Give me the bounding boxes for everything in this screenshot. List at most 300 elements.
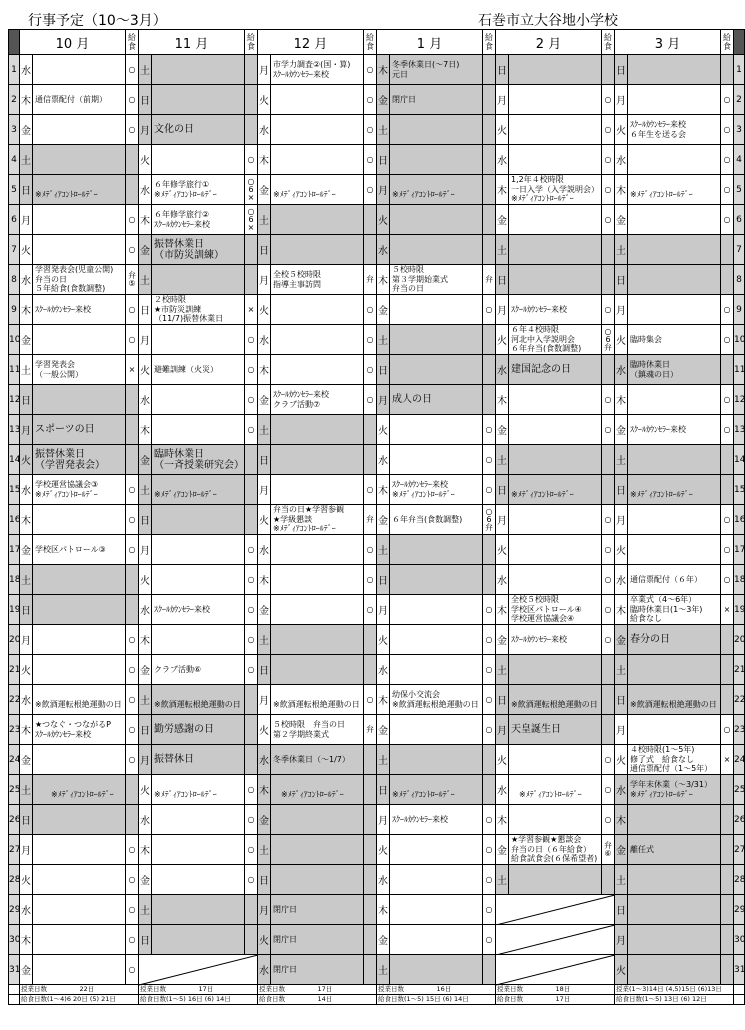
day-row (9, 355, 745, 385)
event-cell (509, 775, 602, 805)
day-row (9, 445, 745, 475)
event-cell (509, 205, 602, 235)
weekday: 木 (258, 145, 271, 175)
weekday: 月 (615, 295, 628, 325)
event-cell (33, 445, 126, 475)
event-cell (390, 265, 483, 295)
lunch-mark (483, 565, 496, 595)
event-cell (33, 115, 126, 145)
lunch-mark (126, 805, 139, 835)
event-cell (33, 655, 126, 685)
lunch-mark: ○ (721, 535, 734, 565)
weekday: 土 (139, 685, 152, 715)
lunch-mark: ○ (126, 55, 139, 85)
event-text: ｽｸｰﾙｶｳﾝｾﾗｰ来校 (511, 634, 567, 644)
event-cell (628, 685, 721, 715)
lunch-mark (721, 235, 734, 265)
event-cell (509, 745, 602, 775)
lunch-mark: ○ (602, 85, 615, 115)
lunch-mark (364, 625, 377, 655)
weekday: 金 (139, 655, 152, 685)
lunch-mark (364, 805, 377, 835)
weekday: 土 (377, 955, 390, 985)
weekday: 水 (139, 385, 152, 415)
day-row (9, 565, 745, 595)
lunch-mark (245, 55, 258, 85)
lunch-mark: ○ (126, 115, 139, 145)
day-number: 9 (9, 295, 20, 325)
event-cell (628, 565, 721, 595)
day-number-right: 16 (734, 505, 745, 535)
day-number: 29 (9, 895, 20, 925)
weekday: 火 (615, 115, 628, 145)
lunch-mark (364, 445, 377, 475)
event-cell (271, 685, 364, 715)
lunch-mark (721, 55, 734, 85)
event-cell (33, 55, 126, 85)
event-text: 学校区パトロール③ (35, 544, 106, 554)
weekday: 火 (615, 955, 628, 985)
lunch-mark: ○ (126, 655, 139, 685)
month-header-row (9, 30, 745, 55)
lunch-mark: ○ (364, 595, 377, 625)
day-row (9, 205, 745, 235)
lunch-mark (483, 205, 496, 235)
day-number: 31 (9, 955, 20, 985)
event-cell (390, 55, 483, 85)
day-row (9, 475, 745, 505)
day-number-right: 14 (734, 445, 745, 475)
event-cell (628, 235, 721, 265)
event-text: ※ﾒﾃﾞｨｱｺﾝﾄﾛｰﾙﾃﾞｰ (154, 489, 217, 499)
weekday: 月 (615, 715, 628, 745)
day-row (9, 415, 745, 445)
event-cell (509, 265, 602, 295)
lunch-mark (126, 775, 139, 805)
lunch-mark (483, 955, 496, 985)
event-cell (509, 565, 602, 595)
day-row (9, 55, 745, 85)
lunch-mark: ○ 6 × (245, 175, 258, 205)
lunch-mark (602, 445, 615, 475)
lunch-mark: ○ (364, 295, 377, 325)
month-header: 11 月 (139, 30, 245, 55)
event-text: ２校時限 ★市防災訓練 （11/7)振替休業日 (154, 295, 224, 324)
day-row (9, 805, 745, 835)
event-cell (509, 115, 602, 145)
event-text: ※ﾒﾃﾞｨｱｺﾝﾄﾛｰﾙﾃﾞｰ (35, 189, 98, 199)
lunch-mark (721, 445, 734, 475)
footer-spacer (9, 985, 20, 995)
lunch-mark: ○ (602, 625, 615, 655)
lunch-mark: × (721, 745, 734, 775)
weekday: 月 (20, 205, 33, 235)
event-cell (33, 355, 126, 385)
weekday: 木 (615, 595, 628, 625)
lunch-mark (483, 325, 496, 355)
lunch-mark (483, 175, 496, 205)
lunch-mark: ○ (483, 415, 496, 445)
diagonal-slash-icon (496, 925, 615, 955)
lunch-mark (483, 85, 496, 115)
event-text: 勤労感謝の日 (154, 724, 214, 735)
event-cell (33, 865, 126, 895)
weekday: 水 (258, 955, 271, 985)
weekday: 日 (258, 445, 271, 475)
lunch-mark: ○ (364, 685, 377, 715)
day-number-right: 10 (734, 325, 745, 355)
event-cell (271, 745, 364, 775)
lunch-mark: ○ (126, 535, 139, 565)
event-cell (33, 565, 126, 595)
weekday: 水 (496, 145, 509, 175)
event-cell (152, 175, 245, 205)
lunch-mark: ○ (245, 565, 258, 595)
event-cell (509, 715, 602, 745)
empty-day (139, 955, 258, 985)
lunch-mark: ○ (602, 295, 615, 325)
event-cell (509, 655, 602, 685)
event-text: 学校運営協議会③ ※ﾒﾃﾞｨｱｺﾝﾄﾛｰﾙﾃﾞｰ (35, 480, 99, 499)
day-number: 8 (9, 265, 20, 295)
day-row (9, 895, 745, 925)
lunch-mark: ○ (721, 295, 734, 325)
lunch-mark: ○ (245, 625, 258, 655)
weekday: 金 (377, 505, 390, 535)
event-cell (628, 925, 721, 955)
weekday: 木 (258, 775, 271, 805)
weekday: 金 (377, 295, 390, 325)
lunch-header: 給 食 (126, 30, 139, 55)
lunch-mark: ○ (126, 745, 139, 775)
event-cell (509, 85, 602, 115)
event-cell (390, 475, 483, 505)
lunch-mark: ○ (245, 355, 258, 385)
weekday: 土 (258, 835, 271, 865)
day-row (9, 115, 745, 145)
weekday: 火 (139, 355, 152, 385)
event-text: クラブ活動⑥ (154, 664, 202, 674)
weekday: 月 (20, 625, 33, 655)
event-cell (628, 265, 721, 295)
event-text: 天皇誕生日 (511, 724, 561, 735)
weekday: 金 (615, 835, 628, 865)
weekday: 木 (496, 595, 509, 625)
event-cell (628, 325, 721, 355)
event-cell (152, 325, 245, 355)
day-number-right: 6 (734, 205, 745, 235)
lunch-mark (364, 205, 377, 235)
event-cell (271, 505, 364, 535)
day-number-right: 15 (734, 475, 745, 505)
event-text: ｽｸｰﾙｶｳﾝｾﾗｰ来校 (35, 304, 91, 314)
lunch-mark (364, 655, 377, 685)
lunch-mark: ○ (126, 295, 139, 325)
weekday: 火 (20, 655, 33, 685)
school-days-count: 授業日数 22日 (20, 985, 139, 995)
event-cell (271, 835, 364, 865)
empty-day (496, 925, 615, 955)
weekday: 水 (615, 775, 628, 805)
lunch-days-row (9, 995, 745, 1005)
weekday: 日 (377, 355, 390, 385)
day-row (9, 265, 745, 295)
day-row (9, 955, 745, 985)
weekday: 日 (139, 715, 152, 745)
weekday: 木 (496, 175, 509, 205)
lunch-mark: ○ (721, 205, 734, 235)
weekday: 金 (20, 325, 33, 355)
school-days-count: 授業日数 18日 (496, 985, 615, 995)
weekday: 日 (496, 55, 509, 85)
school-days-count: 授業日数 16日 (377, 985, 496, 995)
day-number: 23 (9, 715, 20, 745)
slash-line (139, 955, 258, 985)
event-cell (33, 505, 126, 535)
lunch-header: 給 食 (364, 30, 377, 55)
event-cell (271, 55, 364, 85)
weekday: 月 (377, 595, 390, 625)
lunch-mark (602, 265, 615, 295)
weekday: 金 (496, 415, 509, 445)
weekday: 金 (20, 745, 33, 775)
event-text: 学習発表会 （一般公開） (35, 360, 83, 379)
lunch-mark: ○ (126, 865, 139, 895)
event-cell (390, 805, 483, 835)
day-number-right: 26 (734, 805, 745, 835)
lunch-mark: ○ (364, 175, 377, 205)
weekday: 土 (20, 775, 33, 805)
day-number-right: 19 (734, 595, 745, 625)
lunch-mark (483, 385, 496, 415)
event-text: ６年４校時限 河北中入学説明会 ６年弁当(食数調整) (511, 325, 582, 354)
lunch-mark: ○ (245, 145, 258, 175)
event-cell (628, 805, 721, 835)
day-number: 15 (9, 475, 20, 505)
weekday: 水 (615, 565, 628, 595)
lunch-mark: ○ (245, 865, 258, 895)
weekday: 火 (615, 745, 628, 775)
events-table (8, 29, 745, 1005)
weekday: 日 (496, 265, 509, 295)
weekday: 土 (377, 325, 390, 355)
weekday: 火 (496, 115, 509, 145)
weekday: 金 (258, 175, 271, 205)
weekday: 火 (20, 445, 33, 475)
weekday: 土 (496, 235, 509, 265)
event-cell (33, 805, 126, 835)
diagonal-slash-icon (496, 955, 615, 985)
weekday: 火 (377, 415, 390, 445)
lunch-mark: ○ (602, 385, 615, 415)
event-text: 冬季休業日（～1/7） (273, 754, 350, 764)
weekday: 水 (20, 55, 33, 85)
weekday: 火 (20, 865, 33, 895)
weekday: 水 (496, 775, 509, 805)
lunch-mark (602, 715, 615, 745)
event-cell (152, 685, 245, 715)
event-text: 学習発表会(児童公開) 弁当の日 ５年給食(食数調整) (35, 265, 114, 294)
event-cell (33, 205, 126, 235)
event-cell (271, 955, 364, 985)
event-cell (33, 595, 126, 625)
event-cell (628, 295, 721, 325)
lunch-mark (245, 85, 258, 115)
event-cell (152, 835, 245, 865)
event-text: 成人の日 (392, 394, 432, 405)
lunch-mark (364, 955, 377, 985)
event-text: 閉庁日 (273, 904, 297, 914)
lunch-mark: ○ (483, 295, 496, 325)
event-text: 通信票配付（６年） (630, 574, 702, 584)
weekday: 水 (258, 745, 271, 775)
weekday: 日 (615, 895, 628, 925)
lunch-mark: ○ (483, 685, 496, 715)
event-cell (509, 295, 602, 325)
weekday: 木 (377, 55, 390, 85)
event-cell (509, 355, 602, 385)
event-cell (152, 145, 245, 175)
event-cell (152, 295, 245, 325)
day-number-right: 7 (734, 235, 745, 265)
event-cell (628, 475, 721, 505)
event-cell (33, 895, 126, 925)
footer-spacer (734, 985, 745, 995)
event-text: ※ﾒﾃﾞｨｱｺﾝﾄﾛｰﾙﾃﾞｰ (511, 489, 574, 499)
weekday: 金 (139, 865, 152, 895)
lunch-mark: ○ 6 × (245, 205, 258, 235)
diagonal-slash-icon (139, 955, 258, 985)
lunch-mark: ○ (602, 205, 615, 235)
event-cell (628, 655, 721, 685)
weekday: 月 (377, 175, 390, 205)
lunch-mark (602, 235, 615, 265)
event-cell (33, 415, 126, 445)
lunch-mark (721, 865, 734, 895)
weekday: 土 (377, 745, 390, 775)
weekday: 木 (139, 835, 152, 865)
event-cell (152, 655, 245, 685)
day-row (9, 535, 745, 565)
weekday: 水 (258, 535, 271, 565)
event-cell (390, 685, 483, 715)
day-row (9, 85, 745, 115)
weekday: 月 (258, 895, 271, 925)
weekday: 木 (139, 205, 152, 235)
day-row (9, 595, 745, 625)
weekday: 月 (377, 385, 390, 415)
event-cell (390, 235, 483, 265)
lunch-mark (364, 745, 377, 775)
weekday: 水 (615, 355, 628, 385)
event-cell (271, 85, 364, 115)
lunch-mark: ○ (721, 85, 734, 115)
weekday: 木 (20, 925, 33, 955)
lunch-mark (126, 175, 139, 205)
lunch-mark: ○ (483, 865, 496, 895)
event-text: ※飲酒運転根絶運動の日 (511, 699, 598, 709)
weekday: 水 (20, 895, 33, 925)
event-cell (33, 175, 126, 205)
lunch-mark: ○ (602, 175, 615, 205)
event-text: ★学習参観★懇談会 弁当の日（６年給食） 給食試食会(６保希望者) (511, 835, 598, 864)
weekday: 日 (139, 925, 152, 955)
day-number-right: 8 (734, 265, 745, 295)
weekday: 土 (615, 235, 628, 265)
lunch-mark (364, 925, 377, 955)
event-cell (628, 715, 721, 745)
weekday: 木 (139, 415, 152, 445)
day-number: 4 (9, 145, 20, 175)
lunch-mark: ○ (602, 415, 615, 445)
event-cell (33, 475, 126, 505)
event-cell (152, 205, 245, 235)
weekday: 月 (20, 835, 33, 865)
lunch-mark: ○ (483, 925, 496, 955)
lunch-mark: ○ (483, 445, 496, 475)
event-text: ※ﾒﾃﾞｨｱｺﾝﾄﾛｰﾙﾃﾞｰ (280, 789, 344, 799)
day-number: 18 (9, 565, 20, 595)
event-text: ※ﾒﾃﾞｨｱｺﾝﾄﾛｰﾙﾃﾞｰ (154, 789, 217, 799)
lunch-mark (602, 655, 615, 685)
day-number-header-right (734, 30, 745, 55)
lunch-mark: ○ (245, 385, 258, 415)
event-cell (390, 835, 483, 865)
lunch-mark: ○ (364, 355, 377, 385)
event-cell (628, 145, 721, 175)
weekday: 月 (139, 745, 152, 775)
event-cell (271, 805, 364, 835)
event-text: ※飲酒運転根絶運動の日 (154, 699, 241, 709)
month-header: 1 月 (377, 30, 483, 55)
day-number: 26 (9, 805, 20, 835)
weekday: 木 (258, 355, 271, 385)
lunch-mark: ○ (126, 925, 139, 955)
weekday: 水 (377, 655, 390, 685)
event-cell (390, 775, 483, 805)
event-cell (390, 625, 483, 655)
weekday: 日 (139, 505, 152, 535)
lunch-mark: ○ (602, 505, 615, 535)
weekday: 木 (377, 895, 390, 925)
weekday: 土 (258, 625, 271, 655)
event-cell (628, 55, 721, 85)
event-cell (33, 325, 126, 355)
weekday: 土 (496, 445, 509, 475)
event-cell (33, 835, 126, 865)
day-number: 17 (9, 535, 20, 565)
lunch-mark: ○ (126, 895, 139, 925)
day-row (9, 385, 745, 415)
event-cell (390, 865, 483, 895)
weekday: 土 (615, 865, 628, 895)
lunch-mark: ○ (721, 565, 734, 595)
lunch-mark: ○ (245, 835, 258, 865)
day-number-right: 4 (734, 145, 745, 175)
weekday: 日 (496, 685, 509, 715)
weekday: 火 (258, 505, 271, 535)
weekday: 金 (615, 415, 628, 445)
lunch-mark: ○ (364, 55, 377, 85)
lunch-mark (245, 895, 258, 925)
event-text: 全校５校時限 指導主事訪問 (273, 270, 321, 289)
event-cell (152, 715, 245, 745)
lunch-mark: ○ (364, 535, 377, 565)
lunch-mark (483, 355, 496, 385)
lunch-mark (721, 775, 734, 805)
day-number-right: 31 (734, 955, 745, 985)
lunch-mark: ○ (245, 535, 258, 565)
